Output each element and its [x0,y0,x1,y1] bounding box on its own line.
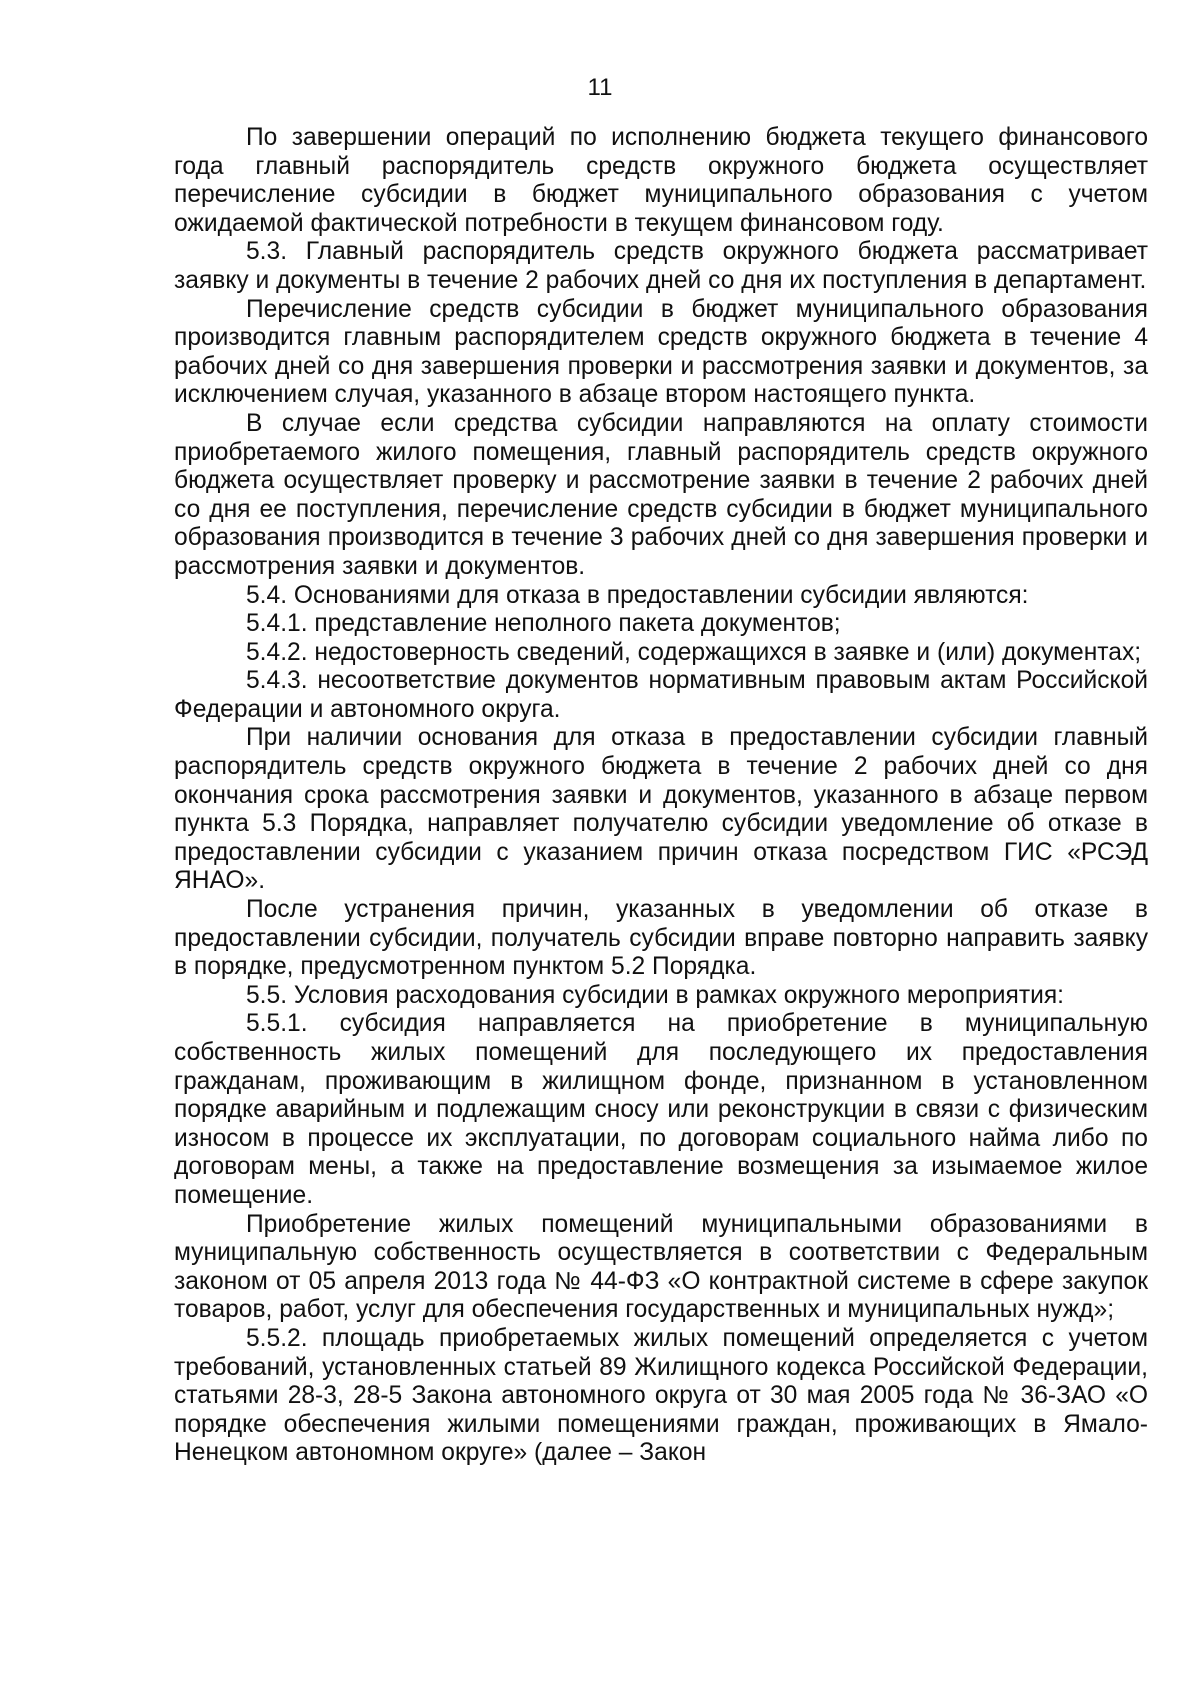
paragraph: После устранения причин, указанных в уведомлении об отказе в предоставлении субсидии, получатель субсидии вправе повторно направить заявку в порядке, предусмотренном пунктом 5.2 Порядка. [174,896,1148,981]
paragraph: 5.4.2. недостоверность сведений, содержащихся в заявке и (или) документах; [246,638,1142,666]
paragraph: Перечисление средств субсидии в бюджет муниципального образования производится главным распорядителем средств окружного бюджета в течение 4 рабочих дней со дня завершения проверки и рассмотрения заявки и документов, за исключением случая, указанного в абзаце втором настоящего пункта. [174,295,1148,409]
page-number: 11 [587,74,613,101]
paragraph: 5.4. Основаниями для отказа в предоставлении субсидии являются: [246,581,1029,609]
paragraph: 5.5.2. площадь приобретаемых жилых помещений определяется с учетом требований, установленных статьей 89 Жилищного кодекса Российской Федерации, статьями 28-3, 28-5 Закона автономного округа от 30 мая 2005 года № 36-ЗАО «О порядке обеспечения жилыми помещениями граждан, проживающих в Ямало-Ненецком автономном округе» (далее – Закон [174,1324,1148,1467]
paragraph: 5.4.1. представление неполного пакета документов; [246,610,841,638]
document-body [174,124,1148,1468]
paragraph: Приобретение жилых помещений муниципальными образованиями в муниципальную собственность осуществляется в соответствии с Федеральным законом от 05 апреля 2013 года № 44-ФЗ «О контрактной системе в сфере закупок товаров, работ, услуг для обеспечения государственных и муниципальных нужд»; [174,1210,1148,1324]
paragraph: По завершении операций по исполнению бюджета текущего финансового года главный распорядитель средств окружного бюджета осуществляет перечисление субсидии в бюджет муниципального образования с учетом ожидаемой фактической потребности в текущем финансовом году. [174,124,1148,237]
paragraph: 5.5. Условия расходования субсидии в рамках окружного мероприятия: [246,981,1065,1009]
paragraph: 5.5.1. субсидия направляется на приобретение в муниципальную собственность жилых помещений для последующего их предоставления гражданам, проживающим в жилищном фонде, признанном в установленном порядке аварийным и подлежащим сносу или реконструкции в связи с физическим износом в процессе их эксплуатации, по договорам социального найма либо по договорам мены, а также на предоставление возмещения за изымаемое жилое помещение. [174,1010,1148,1209]
paragraph: 5.4.3. несоответствие документов нормативным правовым актам Российской Федерации и автономного округа. [174,667,1148,723]
paragraph: При наличии основания для отказа в предоставлении субсидии главный распорядитель средств окружного бюджета в течение 2 рабочих дней со дня окончания срока рассмотрения заявки и документов, указанного в абзаце первом пункта 5.3 Порядка, направляет получателю субсидии уведомление об отказе в предоставлении субсидии с указанием причин отказа посредством ГИС «РСЭД ЯНАО». [174,724,1148,895]
paragraph: 5.3. Главный распорядитель средств окружного бюджета рассматривает заявку и документы в течение 2 рабочих дней со дня их поступления в департамент. [174,238,1148,294]
paragraph: В случае если средства субсидии направляются на оплату стоимости приобретаемого жилого помещения, главный распорядитель средств окружного бюджета осуществляет проверку и рассмотрение заявки в течение 2 рабочих дней со дня ее поступления, перечисление средств субсидии в бюджет муниципального образования производится в течение 3 рабочих дней со дня завершения проверки и рассмотрения заявки и документов. [174,409,1148,580]
